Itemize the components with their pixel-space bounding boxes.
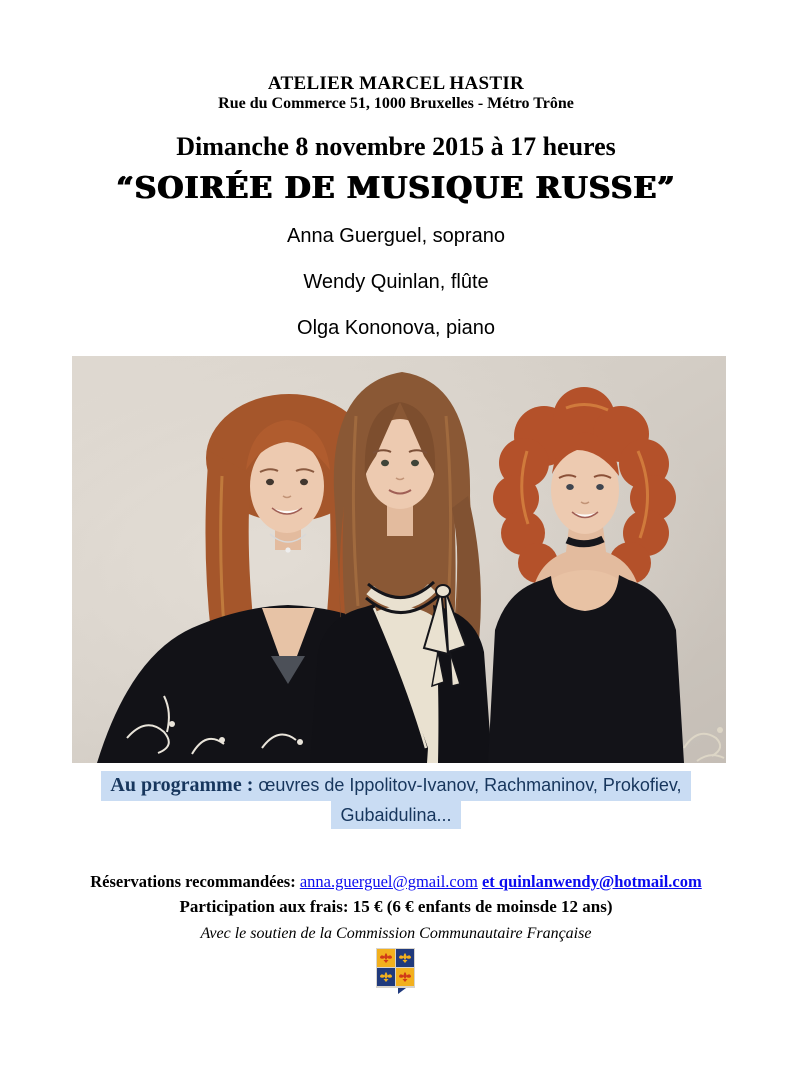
event-datetime: Dimanche 8 novembre 2015 à 17 heures	[176, 132, 616, 161]
event-title: “SOIRÉE DE MUSIQUE RUSSE”	[116, 171, 676, 206]
cocof-logo	[376, 948, 416, 994]
program-lead: Au programme :	[110, 774, 254, 796]
venue-address: Rue du Commerce 51, 1000 Bruxelles - Métro Trône	[218, 95, 574, 112]
logo-tail	[398, 988, 406, 994]
email-link-gmail[interactable]: anna.guerguel@gmail.com	[299, 872, 478, 891]
performer-flute: Wendy Quinlan, flûte	[303, 271, 489, 293]
reservations-line	[0, 872, 792, 892]
reservations-label: Réservations recommandées:	[90, 872, 296, 891]
participation-fee: Participation aux frais: 15 € (6 € enfants de moinsde 12 ans)	[179, 897, 613, 916]
performer-soprano: Anna Guerguel, soprano	[287, 225, 505, 247]
venue-name: ATELIER MARCEL HASTIR	[267, 73, 525, 94]
support-credit: Avec le soutien de la Commission Communautaire Française	[200, 925, 592, 942]
program-line-1	[0, 771, 792, 801]
program-composers: œuvres de Ippolitov-Ivanov, Rachmaninov, Prokofiev,	[253, 775, 682, 795]
program-composer-2: Gubaidulina...	[331, 801, 460, 829]
performer-piano: Olga Kononova, piano	[297, 317, 495, 339]
musicians-photo	[72, 356, 726, 763]
email-link-hotmail[interactable]: et quinlanwendy@hotmail.com	[481, 872, 702, 891]
program-line-2	[0, 801, 792, 829]
